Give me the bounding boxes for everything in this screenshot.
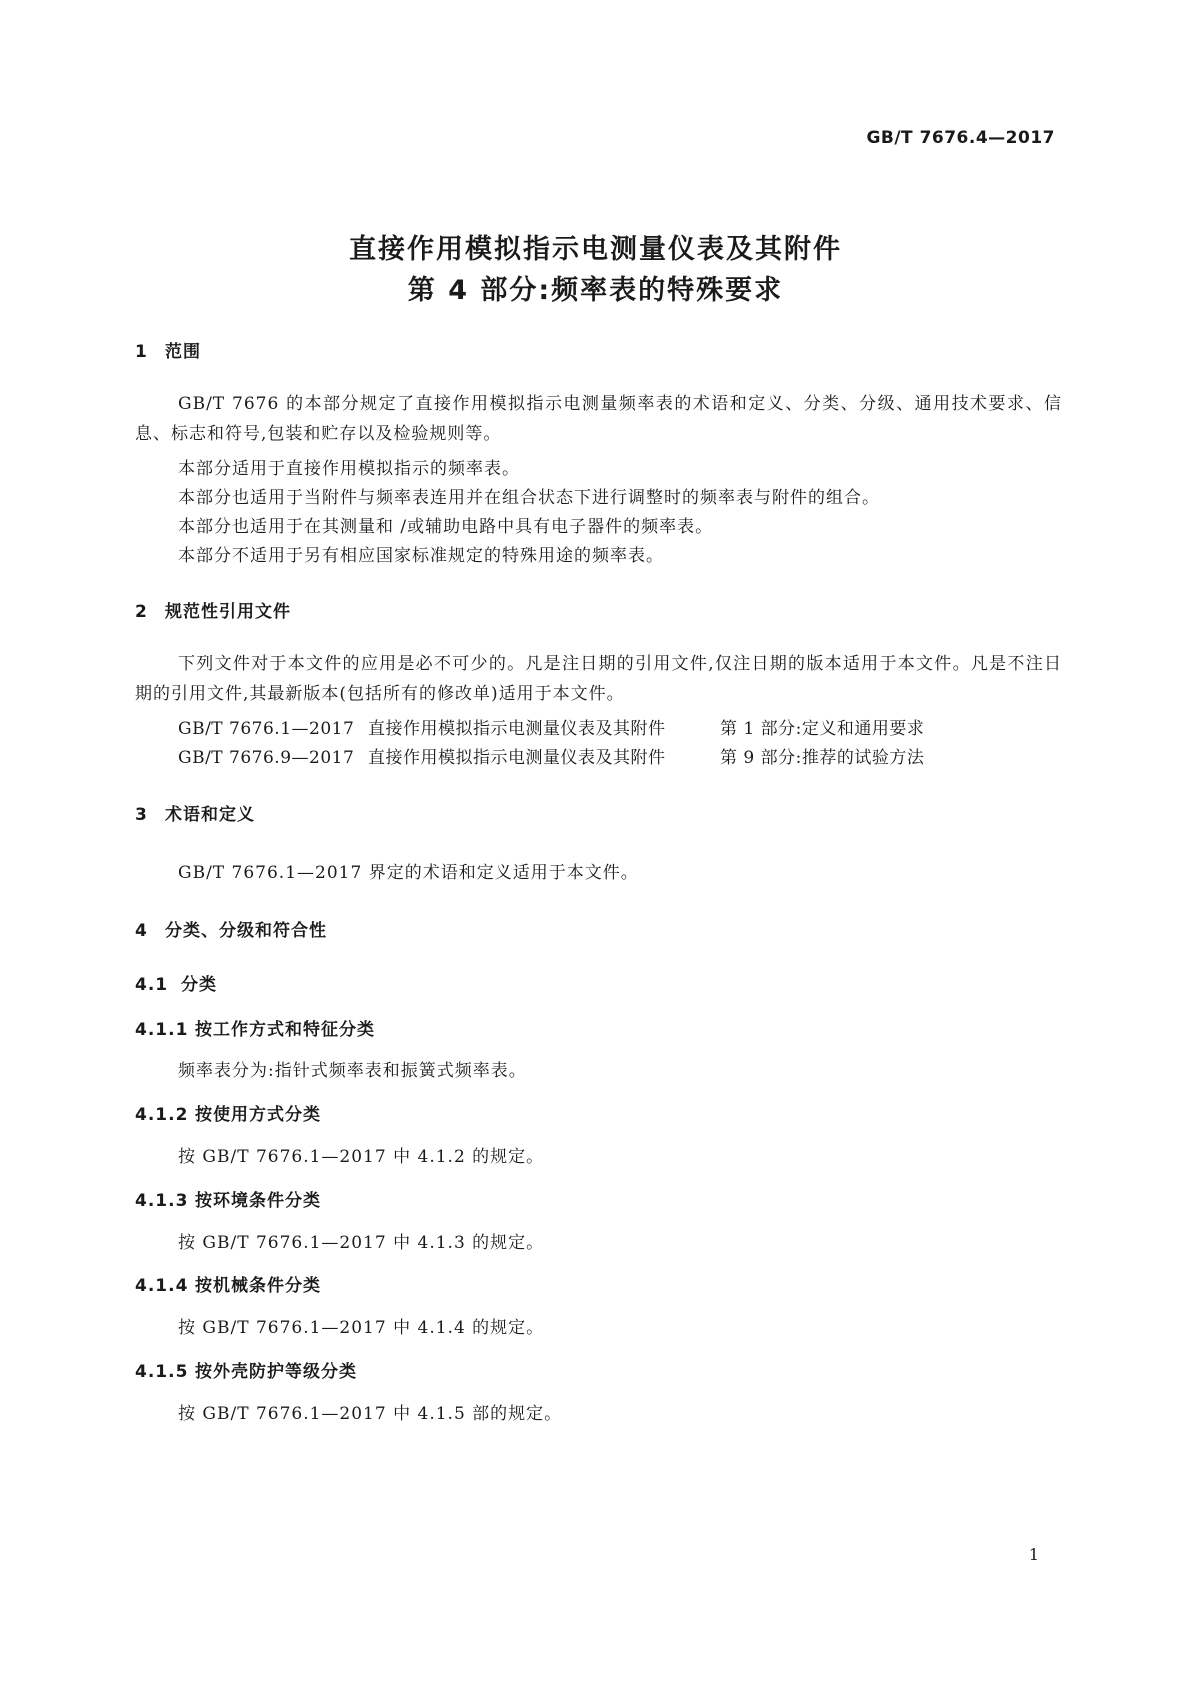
subsection-4-1-3-heading [135,1186,321,1211]
reference-item [178,714,924,739]
section-3-heading [135,800,255,825]
section-number: 1 [135,342,148,362]
section-title: 范围 [165,342,201,362]
section-number: 4.1.1 [135,1020,189,1040]
section-title: 按机械条件分类 [195,1276,321,1296]
section-title: 分类 [181,975,217,995]
section-title: 按工作方式和特征分类 [195,1020,375,1040]
reference-title: 直接作用模拟指示电测量仪表及其附件 [368,719,666,739]
section-4-heading [135,916,327,941]
paragraph: 频率表分为:指针式频率表和振簧式频率表。 [178,1061,527,1081]
section-2-heading [135,597,291,622]
section-1-heading [135,337,201,362]
paragraph: 本部分适用于直接作用模拟指示的频率表。 [178,459,520,479]
paragraph: 下列文件对于本文件的应用是必不可少的。凡是注日期的引用文件,仅注日期的版本适用于本文件。凡是不注日期的引用文件,其最新版本(包括所有的修改单)适用于本文件。 [135,654,1062,704]
paragraph: 本部分也适用于当附件与频率表连用并在组合状态下进行调整时的频率表与附件的组合。 [178,488,880,508]
section-number: 4 [135,921,148,941]
section-title: 规范性引用文件 [165,602,291,622]
paragraph: 按 GB/T 7676.1—2017 中 4.1.4 的规定。 [178,1318,545,1338]
reference-title: 直接作用模拟指示电测量仪表及其附件 [368,748,666,768]
paragraph: 按 GB/T 7676.1—2017 中 4.1.2 的规定。 [178,1147,545,1167]
subsection-4-1-2-heading [135,1100,321,1125]
section-number: 4.1.2 [135,1105,189,1125]
section-number: 2 [135,602,148,622]
section-title: 分类、分级和符合性 [165,921,327,941]
reference-code: GB/T 7676.1—2017 [178,719,355,739]
document-title: 直接作用模拟指示电测量仪表及其附件 [349,234,842,265]
section-title: 按使用方式分类 [195,1105,321,1125]
subsection-4-1-heading [135,970,217,995]
section-number: 4.1.3 [135,1191,189,1211]
subsection-4-1-1-heading [135,1015,375,1040]
section-number: 4.1 [135,975,169,995]
paragraph: 本部分不适用于另有相应国家标准规定的特殊用途的频率表。 [178,546,664,566]
paragraph: 本部分也适用于在其测量和 /或辅助电路中具有电子器件的频率表。 [178,517,714,537]
paragraph: 按 GB/T 7676.1—2017 中 4.1.5 部的规定。 [178,1404,563,1424]
page-number: 1 [1028,1545,1039,1564]
reference-item [178,743,924,768]
document-subtitle: 第 4 部分:频率表的特殊要求 [407,275,784,306]
reference-code: GB/T 7676.9—2017 [178,748,355,768]
section-title: 按环境条件分类 [195,1191,321,1211]
paragraph: GB/T 7676.1—2017 界定的术语和定义适用于本文件。 [178,863,639,883]
paragraph: 按 GB/T 7676.1—2017 中 4.1.3 的规定。 [178,1233,545,1253]
section-number: 3 [135,805,148,825]
subsection-4-1-5-heading [135,1357,357,1382]
reference-part: 第 1 部分:定义和通用要求 [720,719,925,739]
subsection-4-1-4-heading [135,1271,321,1296]
section-title: 按外壳防护等级分类 [195,1362,357,1382]
standard-code: GB/T 7676.4—2017 [866,128,1055,148]
section-number: 4.1.5 [135,1362,189,1382]
reference-part: 第 9 部分:推荐的试验方法 [720,748,925,768]
paragraph: GB/T 7676 的本部分规定了直接作用模拟指示电测量频率表的术语和定义、分类、分级、通用技术要求、信息、标志和符号,包装和贮存以及检验规则等。 [135,394,1062,444]
section-number: 4.1.4 [135,1276,189,1296]
section-title: 术语和定义 [165,805,255,825]
